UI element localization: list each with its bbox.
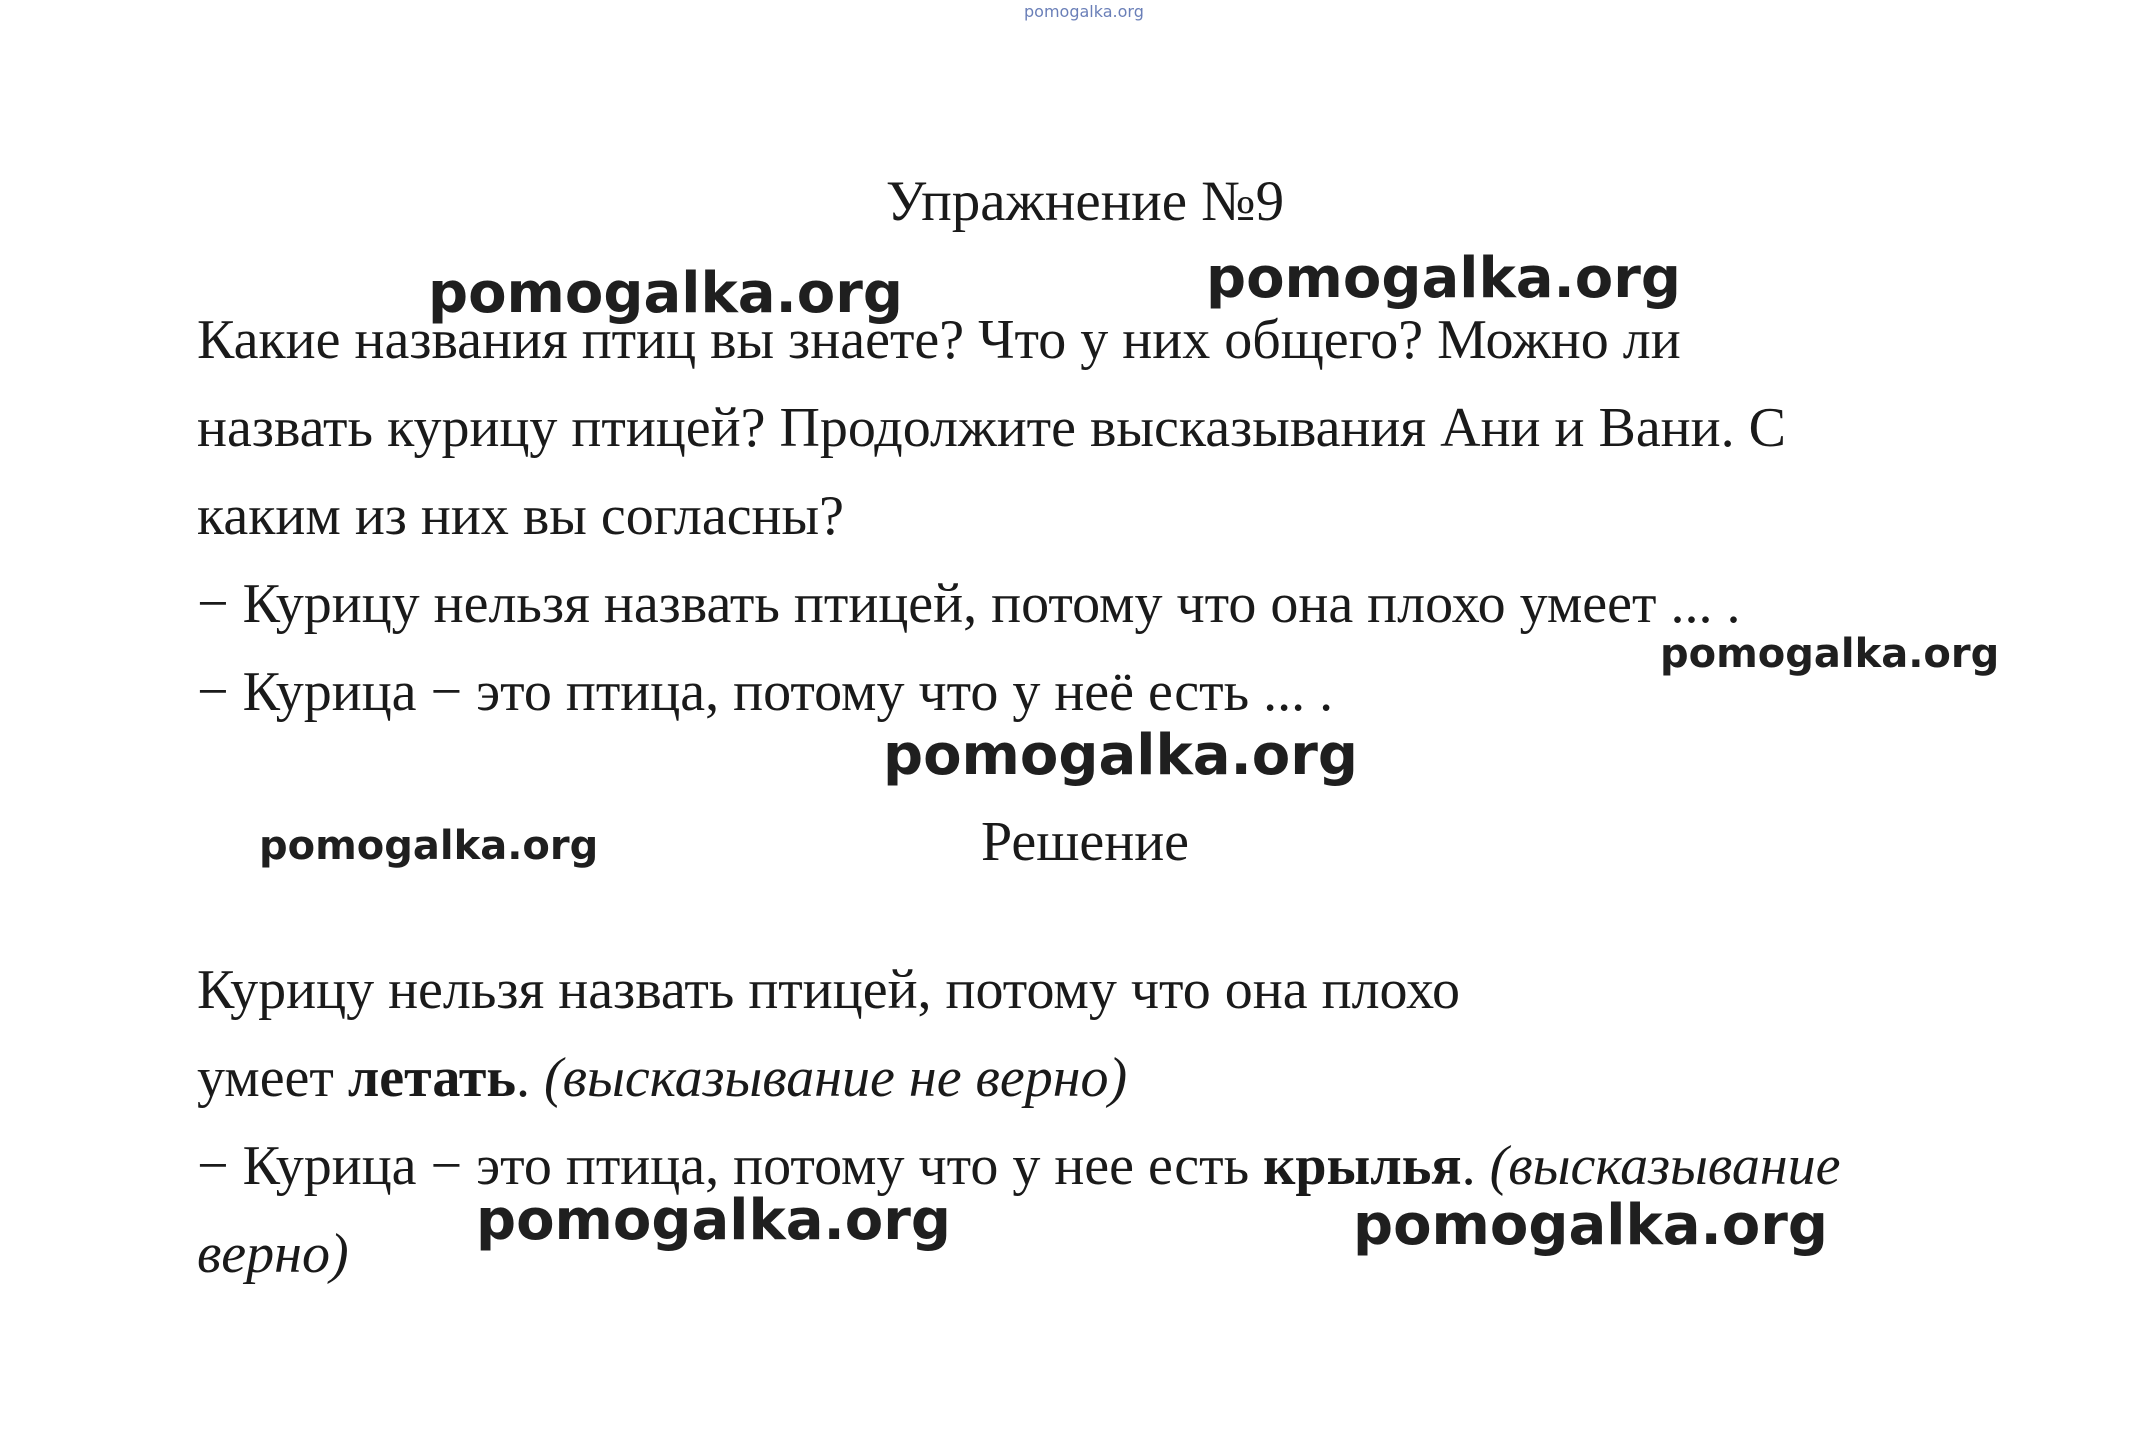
solution-heading: Решение (980, 811, 1190, 873)
watermark: pomogalka.org (476, 1188, 951, 1253)
solution-line-2 (197, 1046, 1127, 1110)
solution-line-2-dot: . (516, 1047, 545, 1109)
verdict-true-part1: (высказывание (1489, 1135, 1841, 1197)
solution-line-2-prefix: умеет (197, 1047, 348, 1109)
task-line-3: каким из них вы согласны? (197, 485, 845, 547)
solution-line-3-dot: . (1461, 1135, 1490, 1197)
watermark: pomogalka.org (428, 261, 903, 326)
solution-line-3-prefix: − Курица − это птица, потому что у нее есть (197, 1135, 1264, 1197)
task-line-2: назвать курицу птицей? Продолжите высказывания Ани и Вани. С (197, 397, 1786, 459)
verdict-not-true: (высказывание не верно) (544, 1047, 1128, 1109)
answer-wings: крылья (1263, 1135, 1462, 1197)
task-line-5: − Курица − это птица, потому что у неё есть ... . (197, 661, 1334, 723)
solution-line-3 (197, 1134, 1840, 1198)
solution-line-4 (197, 1222, 349, 1286)
task-line-4: − Курицу нельзя назвать птицей, потому что она плохо умеет ... . (197, 573, 1741, 635)
verdict-true-part2: верно) (197, 1223, 349, 1285)
answer-fly: летать (347, 1047, 517, 1109)
task-line-1: Какие названия птиц вы знаете? Что у них общего? Можно ли (197, 309, 1681, 371)
watermark: pomogalka.org (259, 823, 599, 869)
top-watermark: pomogalka.org (1024, 2, 1144, 21)
watermark: pomogalka.org (1206, 246, 1681, 311)
watermark: pomogalka.org (883, 723, 1358, 788)
watermark: pomogalka.org (1660, 631, 2000, 677)
watermark: pomogalka.org (1353, 1193, 1828, 1258)
solution-line-1: Курицу нельзя назвать птицей, потому что она плохо (197, 959, 1460, 1021)
exercise-title: Упражнение №9 (885, 170, 1285, 233)
